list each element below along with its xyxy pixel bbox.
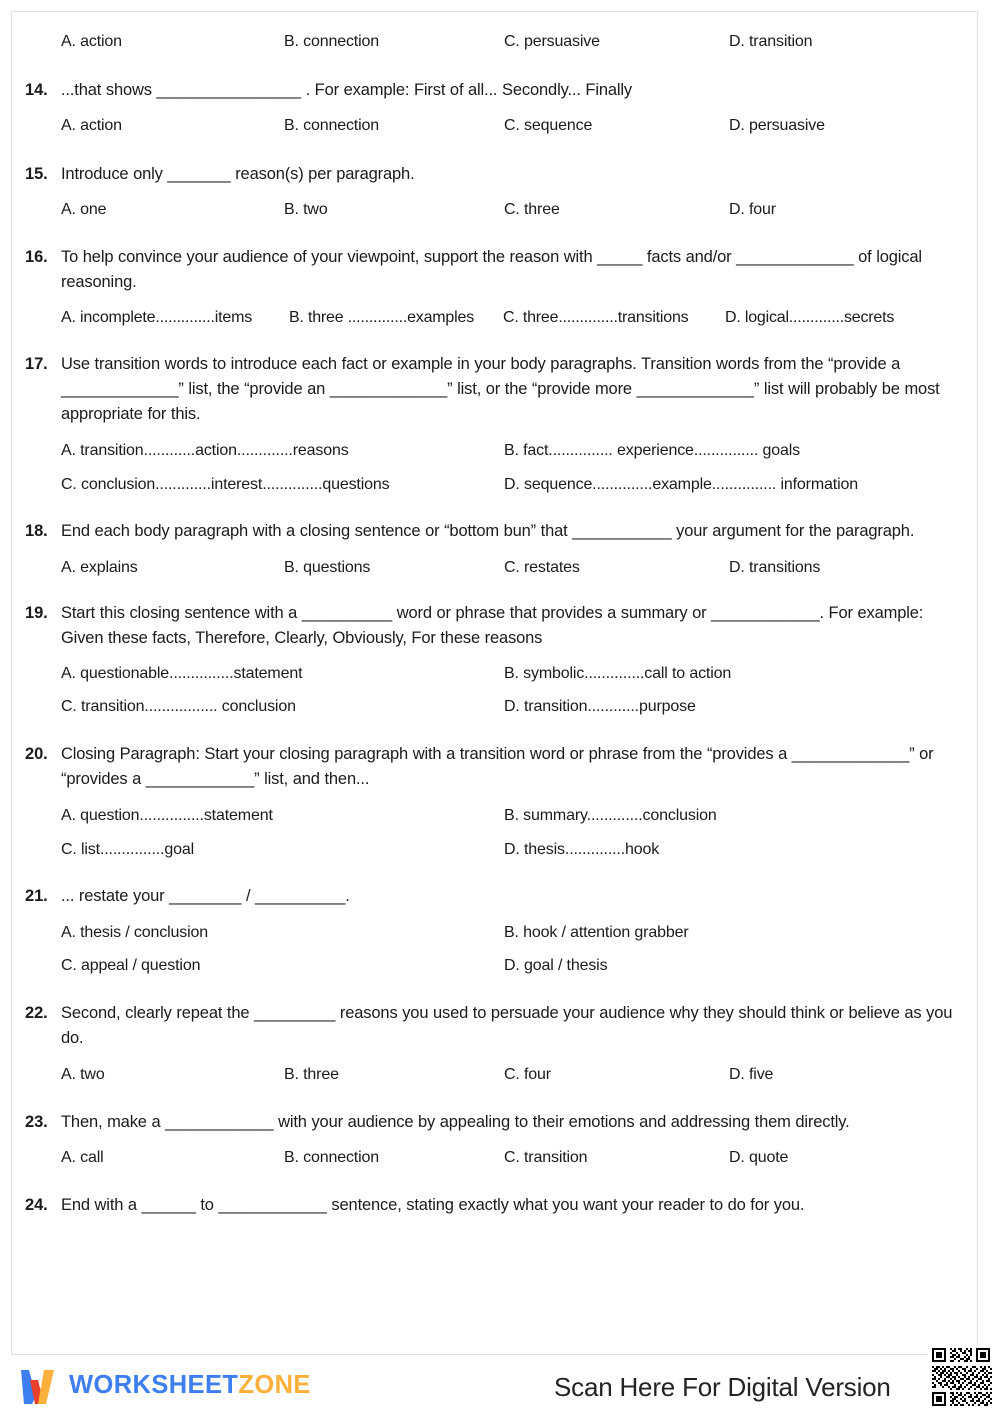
option-b[interactable]: B. questions	[284, 559, 371, 576]
question-text: Then, make a ____________ with your audience by appealing to their emotions and addressing them directly.	[61, 1113, 850, 1131]
question-19	[12, 601, 979, 651]
question-17	[12, 352, 979, 427]
option-d[interactable]: D. transition............purpose	[504, 698, 696, 715]
option-c[interactable]: C. list...............goal	[61, 841, 195, 858]
answer-options-row	[12, 309, 979, 327]
option-a[interactable]: A. explains	[61, 559, 138, 576]
option-a[interactable]: A. questionable...............statement	[61, 665, 303, 682]
option-d[interactable]: D. logical.............secrets	[725, 309, 895, 326]
option-c[interactable]: C. transition	[504, 1149, 588, 1166]
answer-options-row	[12, 841, 979, 859]
page-footer	[0, 1358, 1000, 1414]
question-number: 15.	[25, 165, 48, 183]
option-c[interactable]: C. three..............transitions	[503, 309, 689, 326]
answer-options-row	[12, 665, 979, 683]
answer-options-row	[12, 201, 979, 219]
question-number: 16.	[25, 248, 48, 266]
option-d[interactable]: D. transition	[729, 33, 813, 50]
option-b[interactable]: B. connection	[284, 33, 380, 50]
question-21	[12, 884, 979, 909]
answer-options-row	[12, 559, 979, 577]
option-b[interactable]: B. summary.............conclusion	[504, 807, 717, 824]
answer-options-row	[12, 33, 979, 51]
question-text: End with a ______ to ____________ sentence, stating exactly what you want your reader to do for you.	[61, 1196, 805, 1214]
option-b[interactable]: B. connection	[284, 117, 380, 134]
worksheet-content-box	[11, 11, 978, 1355]
question-text: ... restate your ________ / __________.	[61, 887, 350, 905]
worksheet-zone-logo[interactable]	[18, 1364, 311, 1408]
question-number: 20.	[25, 745, 48, 763]
option-b[interactable]: B. fact............... experience............... goals	[504, 442, 801, 459]
question-number: 14.	[25, 81, 48, 99]
answer-options-row	[12, 476, 979, 494]
question-text: To help convince your audience of your viewpoint, support the reason with _____ facts and/or _____________ of logical reasoning.	[61, 248, 922, 291]
option-d[interactable]: D. persuasive	[729, 117, 825, 134]
question-22	[12, 1001, 979, 1051]
option-c[interactable]: C. appeal / question	[61, 957, 201, 974]
option-b[interactable]: B. two	[284, 201, 328, 218]
option-a[interactable]: A. two	[61, 1066, 105, 1083]
option-a[interactable]: A. transition............action.............reasons	[61, 442, 349, 459]
question-number: 23.	[25, 1113, 48, 1131]
option-a[interactable]: A. thesis / conclusion	[61, 924, 208, 941]
option-a[interactable]: A. action	[61, 33, 122, 50]
option-c[interactable]: C. four	[504, 1066, 551, 1083]
option-a[interactable]: A. action	[61, 117, 122, 134]
question-text: Closing Paragraph: Start your closing paragraph with a transition word or phrase from the “provides a _____________” or “provides a ____________” list, and then...	[61, 745, 934, 788]
question-text: Second, clearly repeat the _________ reasons you used to persuade your audience why they should think or believe as you do.	[61, 1004, 953, 1047]
answer-options-row	[12, 442, 979, 460]
option-c[interactable]: C. transition................. conclusion	[61, 698, 296, 715]
question-number: 22.	[25, 1004, 48, 1022]
option-c[interactable]: C. conclusion.............interest..............questions	[61, 476, 390, 493]
option-d[interactable]: D. thesis..............hook	[504, 841, 660, 858]
question-16	[12, 245, 979, 295]
option-d[interactable]: D. four	[729, 201, 776, 218]
option-d[interactable]: D. sequence..............example............... information	[504, 476, 858, 493]
question-text: End each body paragraph with a closing sentence or “bottom bun” that ___________ your argument for the paragraph.	[61, 522, 915, 540]
qr-code[interactable]	[928, 1344, 994, 1410]
question-number: 17.	[25, 355, 48, 373]
question-18	[12, 519, 979, 544]
option-c[interactable]: C. three	[504, 201, 560, 218]
option-c[interactable]: C. persuasive	[504, 33, 600, 50]
logo-word-worksheet: WORKSHEET	[69, 1371, 239, 1400]
option-a[interactable]: A. one	[61, 201, 107, 218]
option-d[interactable]: D. five	[729, 1066, 774, 1083]
option-b[interactable]: B. symbolic..............call to action	[504, 665, 732, 682]
question-15	[12, 162, 979, 187]
scan-here-text: Scan Here For Digital Version	[554, 1372, 891, 1402]
question-text: Use transition words to introduce each fact or example in your body paragraphs. Transition words from the “provide a _____________” list, the “provide an _____________” list, or the “provide more _____________” list will probably be most appropriate for this.	[61, 355, 940, 423]
option-a[interactable]: A. question...............statement	[61, 807, 273, 824]
option-b[interactable]: B. connection	[284, 1149, 380, 1166]
answer-options-row	[12, 957, 979, 975]
option-c[interactable]: C. restates	[504, 559, 580, 576]
answer-options-row	[12, 807, 979, 825]
question-number: 24.	[25, 1196, 48, 1214]
answer-options-row	[12, 698, 979, 716]
option-a[interactable]: A. call	[61, 1149, 104, 1166]
option-b[interactable]: B. hook / attention grabber	[504, 924, 689, 941]
question-23	[12, 1110, 979, 1135]
answer-options-row	[12, 924, 979, 942]
option-a[interactable]: A. incomplete..............items	[61, 309, 252, 326]
question-text: ...that shows ________________ . For example: First of all... Secondly... Finally	[61, 81, 633, 99]
question-20	[12, 742, 979, 792]
option-d[interactable]: D. goal / thesis	[504, 957, 608, 974]
question-24	[12, 1193, 979, 1218]
logo-w-icon	[18, 1366, 60, 1406]
qr-code-image	[928, 1344, 994, 1410]
logo-text	[69, 1373, 311, 1399]
question-number: 18.	[25, 522, 48, 540]
logo-word-zone: ZONE	[238, 1371, 311, 1400]
option-d[interactable]: D. transitions	[729, 559, 821, 576]
answer-options-row	[12, 1149, 979, 1167]
question-number: 19.	[25, 604, 48, 622]
question-14	[12, 78, 979, 103]
option-c[interactable]: C. sequence	[504, 117, 593, 134]
questions-list	[12, 12, 979, 1218]
option-d[interactable]: D. quote	[729, 1149, 789, 1166]
answer-options-row	[12, 1066, 979, 1084]
option-b[interactable]: B. three	[284, 1066, 339, 1083]
answer-options-row	[12, 117, 979, 135]
question-text: Introduce only _______ reason(s) per paragraph.	[61, 165, 415, 183]
question-text: Start this closing sentence with a __________ word or phrase that provides a summary or ____________. For example: Given these facts, Therefore, Clearly, Obviously, For these reasons	[61, 604, 924, 647]
option-b[interactable]: B. three ..............examples	[289, 309, 474, 326]
question-number: 21.	[25, 887, 48, 905]
